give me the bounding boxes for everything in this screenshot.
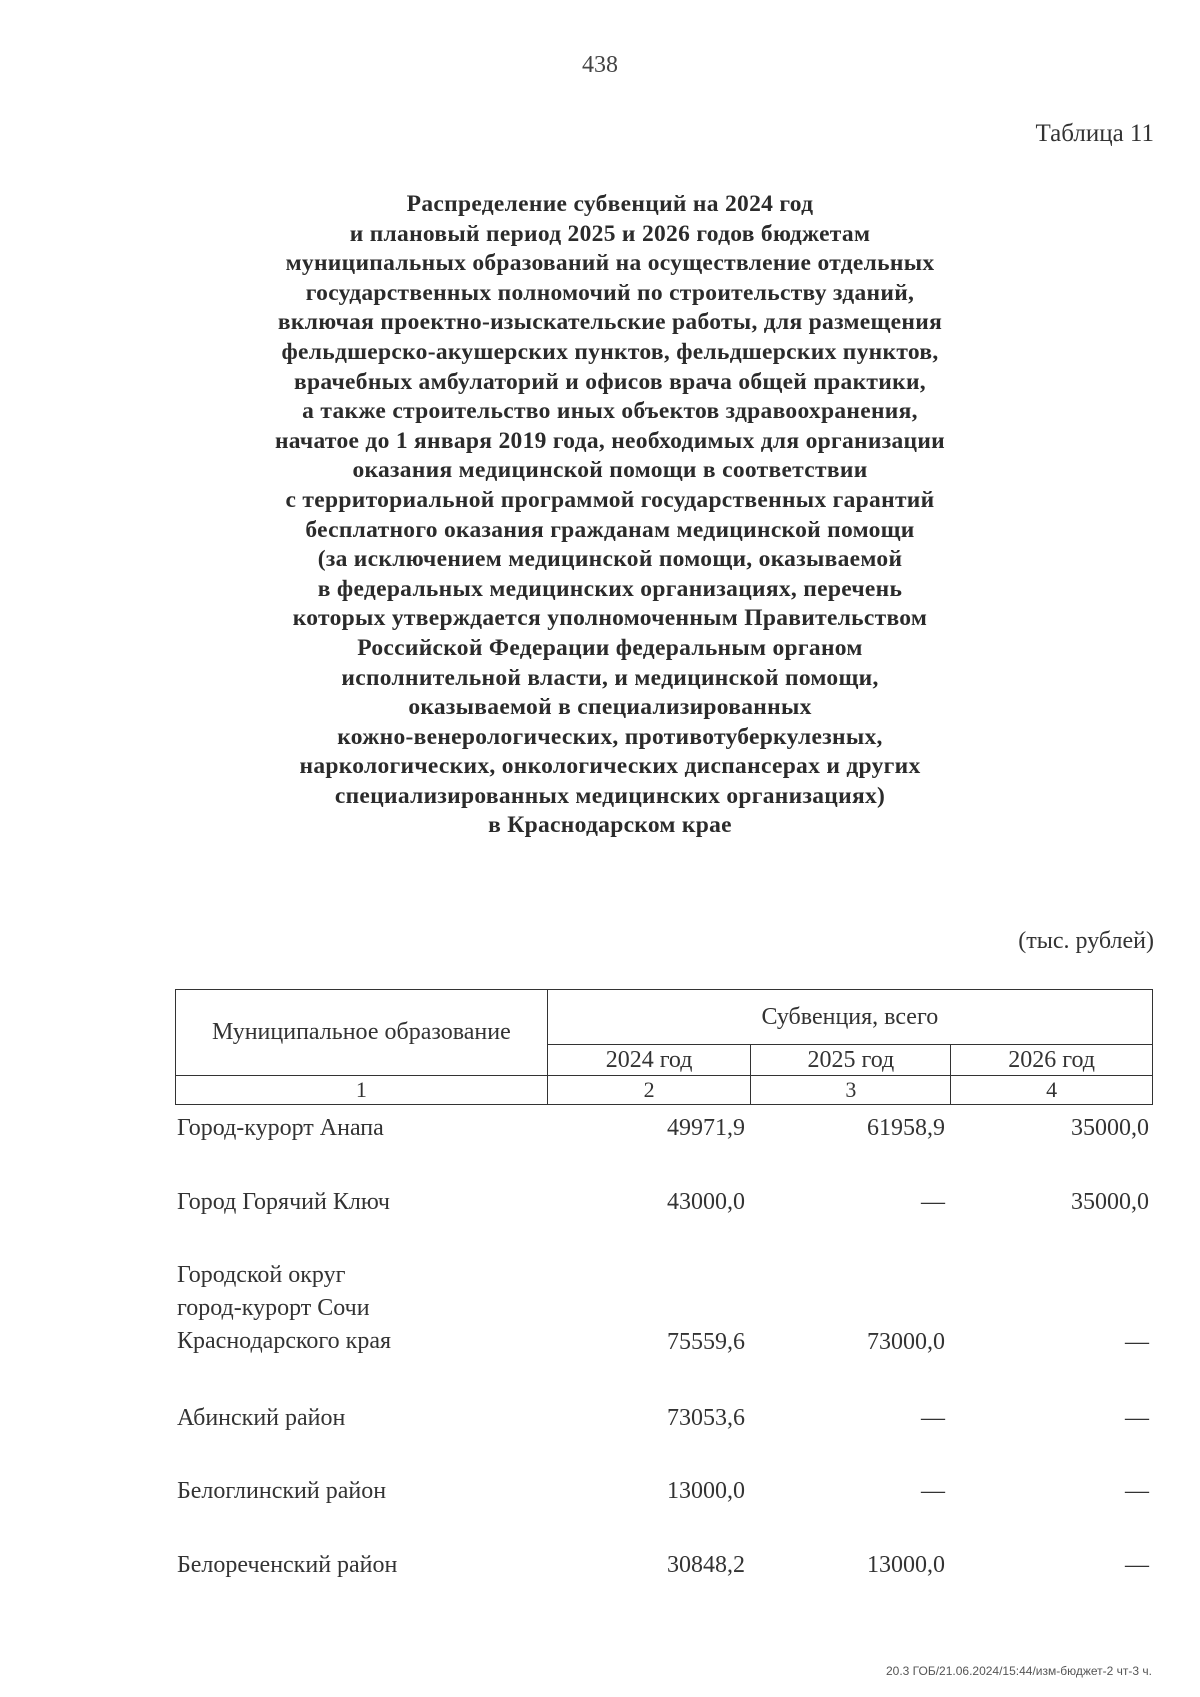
title-line: Распределение субвенций на 2024 год (406, 191, 814, 217)
value-2025: 73000,0 (867, 1329, 945, 1355)
header-municipality: Муниципальное образование (176, 990, 548, 1076)
table-row (175, 1549, 1153, 1581)
header-year-2025: 2025 год (751, 1045, 951, 1076)
table-header (175, 989, 1153, 1105)
title-line: включая проектно-изыскательские работы, для размещения (277, 309, 943, 336)
municipality-name-line: Городской округ (177, 1262, 346, 1288)
value-2024: 49971,9 (667, 1115, 745, 1141)
title-line: бесплатного оказания гражданам медицинской помощи (305, 516, 915, 543)
value-2025: 13000,0 (867, 1552, 945, 1578)
value-2024: 43000,0 (667, 1189, 745, 1215)
table-row (175, 1258, 1153, 1358)
municipality-name: Город Горячий Ключ (177, 1189, 390, 1215)
title-line: врачебных амбулаторий и офисов врача общей практики, (294, 368, 926, 395)
title-line: и плановый период 2025 и 2026 годов бюджетам (349, 220, 871, 247)
municipality-name: Белореченский район (177, 1552, 398, 1578)
header-col-number: 3 (751, 1076, 951, 1105)
title-line: муниципальных образований на осуществление отдельных (285, 250, 935, 277)
title-line: фельдшерско-акушерских пунктов, фельдшерских пунктов, (281, 338, 939, 365)
header-col-number: 4 (951, 1076, 1153, 1105)
title-line: оказания медицинской помощи в соответствии (352, 457, 868, 484)
title-line: которых утверждается уполномоченным Правительством (292, 605, 928, 632)
header-col-number: 2 (547, 1076, 751, 1105)
title-line: кожно-венерологических, противотуберкулезных, (337, 723, 883, 750)
value-2026: 35000,0 (1071, 1189, 1149, 1215)
document-title (160, 190, 1060, 841)
value-2024: 75559,6 (667, 1329, 745, 1355)
title-line: с территориальной программой государственных гарантий (285, 486, 935, 513)
title-line: наркологических, онкологических диспансерах и других (299, 753, 921, 780)
value-2026: — (1125, 1405, 1149, 1431)
value-2024: 73053,6 (667, 1405, 745, 1431)
title-line: а также строительство иных объектов здравоохранения, (302, 398, 918, 425)
value-2025: — (921, 1189, 945, 1215)
municipality-name-line: Краснодарского края (177, 1328, 392, 1354)
title-line: (за исключением медицинской помощи, оказываемой (317, 546, 903, 573)
value-2026: 35000,0 (1071, 1115, 1149, 1141)
value-2026: — (1125, 1478, 1149, 1504)
header-col-number: 1 (176, 1076, 548, 1105)
municipality-name: Город-курорт Анапа (177, 1115, 384, 1141)
title-line: исполнительной власти, и медицинской помощи, (341, 664, 879, 691)
title-line: оказываемой в специализированных (408, 694, 812, 721)
footer-stamp: 20.3 ГОБ/21.06.2024/15:44/изм-бюджет-2 чт-3 ч. (885, 1664, 1152, 1678)
header-subvention-total: Субвенция, всего (547, 990, 1152, 1045)
value-2025: 61958,9 (867, 1115, 945, 1141)
title-line: в Краснодарском крае (488, 812, 732, 839)
table-label: Таблица 11 (1035, 120, 1154, 147)
table-row (175, 1186, 1153, 1218)
title-line: государственных полномочий по строительству зданий, (305, 279, 915, 306)
municipality-name-line: город-курорт Сочи (177, 1295, 370, 1321)
title-line: в федеральных медицинских организациях, перечень (317, 575, 903, 602)
header-year-2024: 2024 год (547, 1045, 751, 1076)
units-label: (тыс. рублей) (1018, 928, 1154, 954)
title-line: специализированных медицинских организациях) (334, 782, 886, 809)
page-number: 438 (582, 52, 618, 78)
municipality-name: Белоглинский район (177, 1478, 387, 1504)
value-2024: 13000,0 (667, 1478, 745, 1504)
value-2025: — (921, 1478, 945, 1504)
header-year-2026: 2026 год (951, 1045, 1153, 1076)
table-row (175, 1402, 1153, 1434)
value-2026: — (1125, 1329, 1149, 1355)
title-line: начатое до 1 января 2019 года, необходимых для организации (274, 427, 946, 454)
title-line: Российской Федерации федеральным органом (357, 634, 863, 661)
municipality-name: Абинский район (177, 1405, 346, 1431)
table-row (175, 1112, 1153, 1144)
municipality-name (177, 1259, 391, 1358)
table-row (175, 1475, 1153, 1507)
value-2026: — (1125, 1552, 1149, 1578)
value-2024: 30848,2 (667, 1552, 745, 1578)
value-2025: — (921, 1405, 945, 1431)
